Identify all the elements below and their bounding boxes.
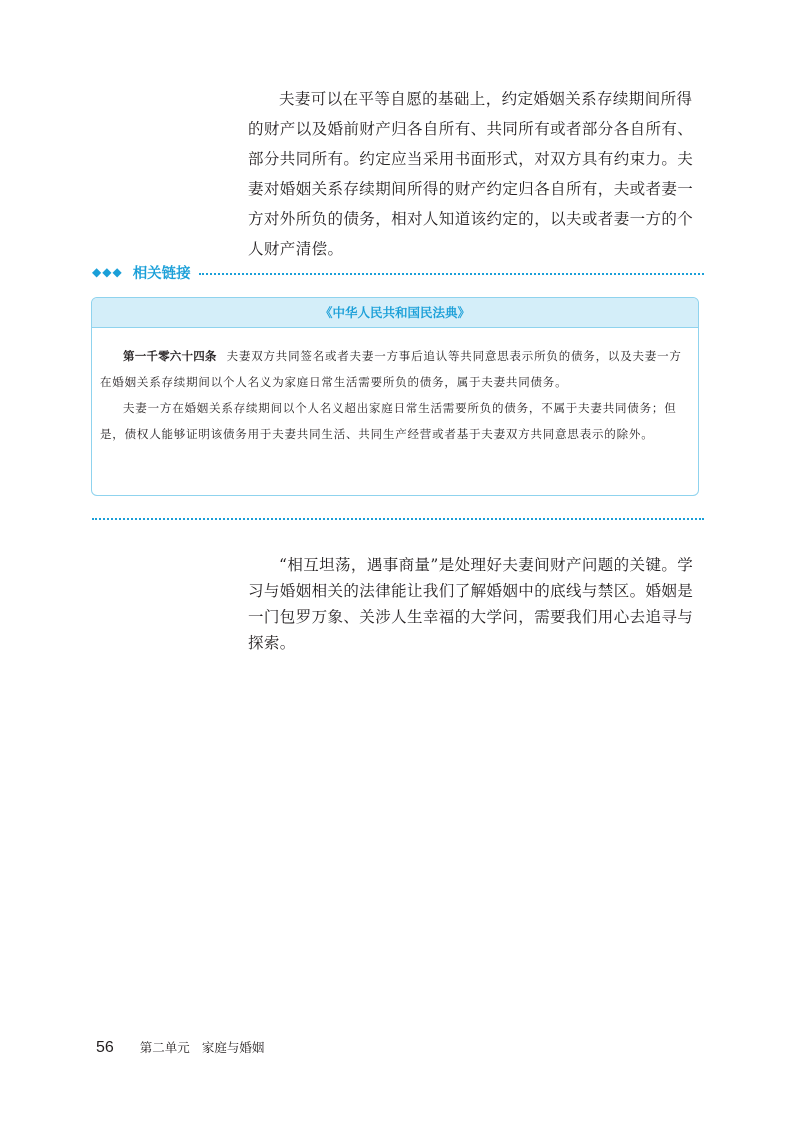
- related-link-title: 相关链接: [132, 265, 191, 282]
- body-paragraph-top: 夫妻可以在平等自愿的基础上，约定婚姻关系存续期间所得的财产以及婚前财产归各自所有、共同所有或者部分各自所有、部分共同所有。约定应当采用书面形式，对双方具有约束力。夫妻对婚姻关系存续期间所得的财产约定归各自所有，夫或者妻一方对外所负的债务，相对人知道该约定的，以夫或者妻一方的个人财产清偿。: [248, 90, 694, 258]
- law-paragraph: [100, 343, 690, 395]
- law-excerpt-body: [92, 328, 698, 447]
- article-number: 第一千零六十四条: [123, 349, 217, 363]
- law-excerpt-box: [91, 297, 699, 496]
- related-link-heading: [92, 262, 704, 282]
- page-number: 56: [96, 1039, 114, 1056]
- dotted-divider: [199, 273, 704, 275]
- diamond-bullet-icon: ◆◆◆: [92, 265, 123, 279]
- page-footer: [96, 1038, 264, 1057]
- footer-section: 家庭与婚姻: [201, 1040, 265, 1055]
- law-source-title: 《中华人民共和国民法典》: [92, 298, 698, 328]
- article-paragraph-1: 夫妻双方共同签名或者夫妻一方事后追认等共同意思表示所负的债务，以及夫妻一方在婚姻关系存续期间以个人名义为家庭日常生活需要所负的债务，属于夫妻共同债务。: [100, 349, 682, 389]
- article-paragraph-2: 夫妻一方在婚姻关系存续期间以个人名义超出家庭日常生活需要所负的债务，不属于夫妻共同债务；但是，债权人能够证明该债务用于夫妻共同生活、共同生产经营或者基于夫妻双方共同意思表示的除外。: [100, 401, 677, 441]
- footer-unit: 第二单元: [139, 1040, 190, 1055]
- law-paragraph: [100, 395, 690, 447]
- body-paragraph-bottom: “相互坦荡，遇事商量”是处理好夫妻间财产问题的关键。学习与婚姻相关的法律能让我们了解婚姻中的底线与禁区。婚姻是一门包罗万象、关涉人生幸福的大学问，需要我们用心去追寻与探索。: [248, 556, 694, 652]
- dotted-divider-bottom: [92, 518, 704, 520]
